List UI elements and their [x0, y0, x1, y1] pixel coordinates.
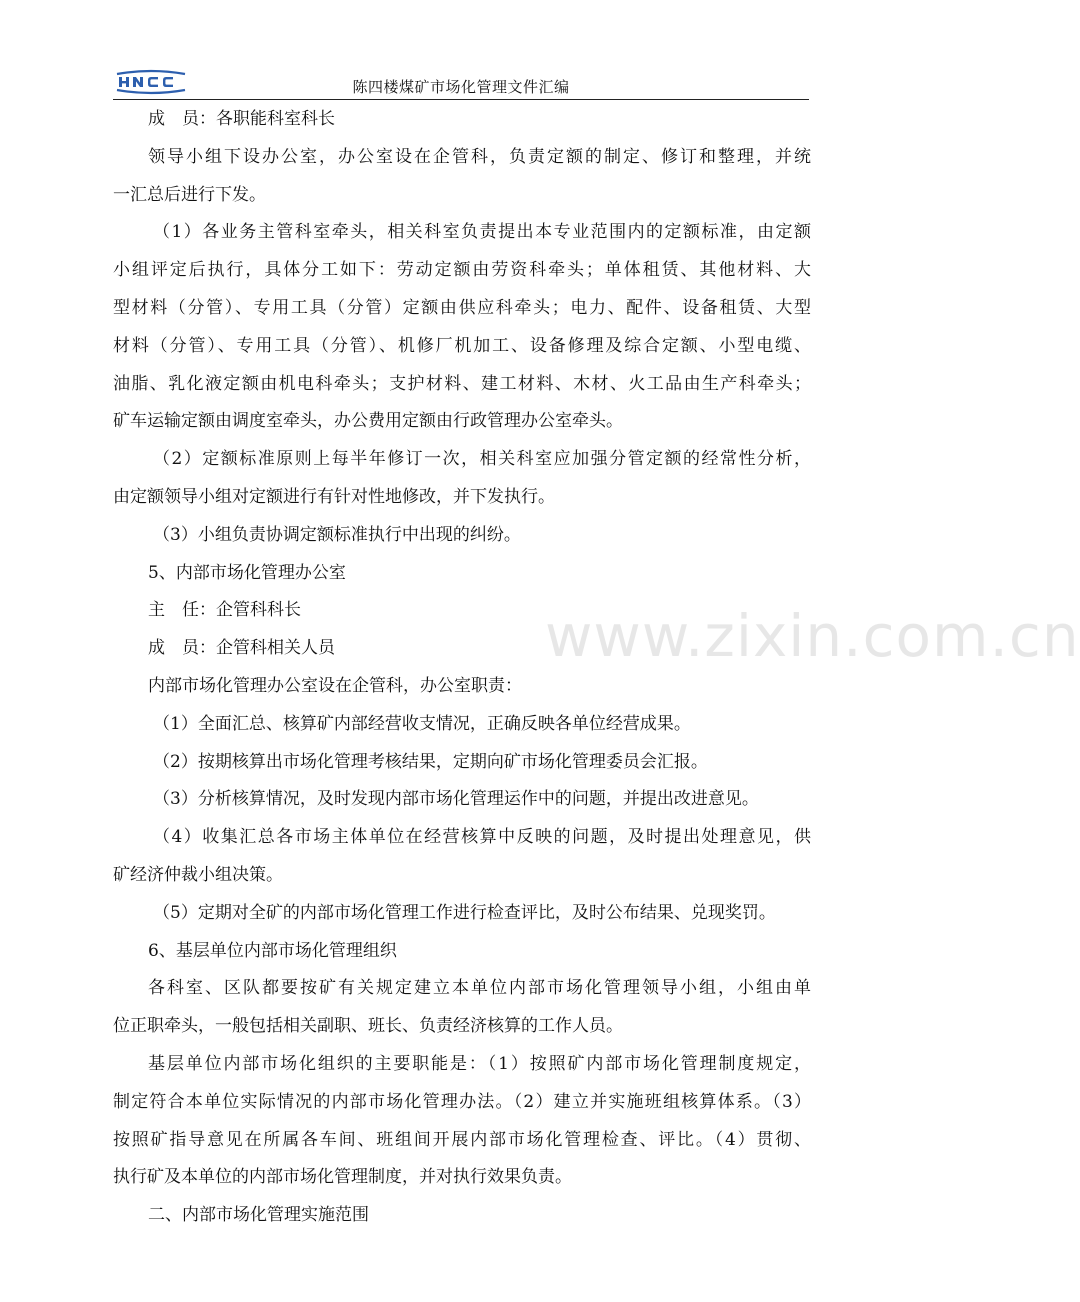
text-line: （5）定期对全矿的内部市场化管理工作进行检查评比，及时公布结果、兑现奖罚。: [153, 902, 776, 923]
text-line: （2）定额标准原则上每半年修订一次，相关科室应加强分管定额的经常性分析，: [153, 449, 811, 470]
document-title: 陈四楼煤矿市场化管理文件汇编: [352, 78, 570, 96]
page-header: [113, 66, 809, 100]
text-line: 材料（分管）、专用工具（分管）、机修厂机加工、设备修理及综合定额、小型电缆、: [113, 335, 811, 356]
text-line: 按照矿指导意见在所属各车间、班组间开展内部市场化管理检查、评比。（4）贯彻、: [113, 1129, 811, 1150]
text-line: 矿经济仲裁小组决策。: [113, 864, 283, 885]
text-line: 由定额领导小组对定额进行有针对性地修改，并下发执行。: [113, 486, 555, 507]
text-line: 内部市场化管理办公室设在企管科，办公室职责：: [148, 675, 522, 696]
text-line: （3）小组负责协调定额标准执行中出现的纠纷。: [153, 524, 521, 545]
text-line: 型材料（分管）、专用工具（分管）定额由供应科牵头；电力、配件、设备租赁、大型: [113, 297, 811, 318]
text-line: 基层单位内部市场化组织的主要职能是：（1）按照矿内部市场化管理制度规定，: [148, 1053, 811, 1074]
text-line: 油脂、乳化液定额由机电科牵头；支护材料、建工材料、木材、火工品由生产科牵头；: [113, 373, 811, 394]
section-heading: 5、内部市场化管理办公室: [148, 562, 346, 583]
text-line: （4）收集汇总各市场主体单位在经营核算中反映的问题，及时提出处理意见，供: [153, 827, 811, 848]
section-heading: 二、内部市场化管理实施范围: [148, 1205, 369, 1226]
text-line: 位正职牵头，一般包括相关副职、班长、负责经济核算的工作人员。: [113, 1016, 623, 1037]
section-heading: 6、基层单位内部市场化管理组织: [148, 940, 397, 961]
text-line: 制定符合本单位实际情况的内部市场化管理办法。（2）建立并实施班组核算体系。（3）: [113, 1091, 811, 1112]
text-line: 矿车运输定额由调度室牵头，办公费用定额由行政管理办公室牵头。: [113, 411, 623, 432]
text-line: （3）分析核算情况，及时发现内部市场化管理运作中的问题，并提出改进意见。: [153, 789, 759, 810]
text-line: 小组评定后执行，具体分工如下：劳动定额由劳资科牵头；单体租赁、其他材料、大: [113, 260, 811, 281]
text-line: 成 员：各职能科室科长: [148, 109, 335, 129]
header-divider: [113, 99, 809, 100]
text-line: 各科室、区队都要按矿有关规定建立本单位内部市场化管理领导小组，小组由单: [148, 978, 811, 999]
text-line: 执行矿及本单位的内部市场化管理制度，并对执行效果负责。: [113, 1167, 572, 1188]
text-line: 主 任：企管科科长: [148, 600, 301, 621]
watermark: www.zixin.com.cn: [545, 602, 1080, 670]
text-line: （2）按期核算出市场化管理考核结果，定期向矿市场化管理委员会汇报。: [153, 751, 708, 772]
text-line: （1）各业务主管科室牵头，相关科室负责提出本专业范围内的定额标准，由定额: [153, 222, 811, 243]
text-line: （1）全面汇总、核算矿内部经营收支情况，正确反映各单位经营成果。: [153, 713, 691, 734]
text-line: 一汇总后进行下发。: [113, 184, 266, 205]
text-line: 领导小组下设办公室，办公室设在企管科，负责定额的制定、修订和整理，并统: [148, 146, 811, 167]
text-line: 成 员：企管科相关人员: [148, 638, 335, 659]
